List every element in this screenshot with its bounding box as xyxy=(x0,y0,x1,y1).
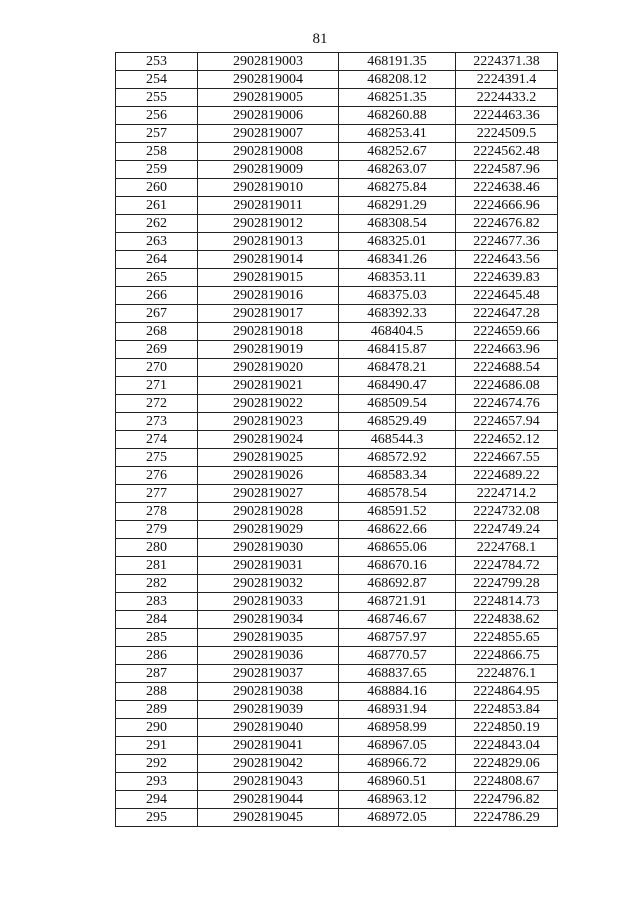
table-row xyxy=(116,737,558,755)
table-row xyxy=(116,431,558,449)
point-id-cell: 2902819030 xyxy=(198,539,339,557)
point-id-cell: 2902819015 xyxy=(198,269,339,287)
point-number-cell: 279 xyxy=(116,521,198,539)
point-number-cell: 288 xyxy=(116,683,198,701)
x-coordinate-cell: 468967.05 xyxy=(339,737,456,755)
y-coordinate-cell: 2224686.08 xyxy=(456,377,558,395)
table-row xyxy=(116,71,558,89)
point-id-cell: 2902819012 xyxy=(198,215,339,233)
point-id-cell: 2902819024 xyxy=(198,431,339,449)
point-id-cell: 2902819021 xyxy=(198,377,339,395)
table-row xyxy=(116,575,558,593)
table-row xyxy=(116,395,558,413)
x-coordinate-cell: 468958.99 xyxy=(339,719,456,737)
y-coordinate-cell: 2224463.36 xyxy=(456,107,558,125)
y-coordinate-cell: 2224732.08 xyxy=(456,503,558,521)
point-number-cell: 273 xyxy=(116,413,198,431)
y-coordinate-cell: 2224796.82 xyxy=(456,791,558,809)
y-coordinate-cell: 2224647.28 xyxy=(456,305,558,323)
point-number-cell: 259 xyxy=(116,161,198,179)
table-row xyxy=(116,809,558,827)
point-id-cell: 2902819039 xyxy=(198,701,339,719)
point-id-cell: 2902819042 xyxy=(198,755,339,773)
x-coordinate-cell: 468490.47 xyxy=(339,377,456,395)
coordinates-table-body xyxy=(116,53,558,827)
y-coordinate-cell: 2224639.83 xyxy=(456,269,558,287)
x-coordinate-cell: 468509.54 xyxy=(339,395,456,413)
point-number-cell: 268 xyxy=(116,323,198,341)
table-row xyxy=(116,107,558,125)
table-row xyxy=(116,305,558,323)
point-id-cell: 2902819029 xyxy=(198,521,339,539)
point-number-cell: 266 xyxy=(116,287,198,305)
y-coordinate-cell: 2224808.67 xyxy=(456,773,558,791)
point-number-cell: 293 xyxy=(116,773,198,791)
y-coordinate-cell: 2224799.28 xyxy=(456,575,558,593)
point-number-cell: 264 xyxy=(116,251,198,269)
y-coordinate-cell: 2224667.55 xyxy=(456,449,558,467)
point-number-cell: 260 xyxy=(116,179,198,197)
table-row xyxy=(116,449,558,467)
x-coordinate-cell: 468325.01 xyxy=(339,233,456,251)
table-row xyxy=(116,539,558,557)
point-number-cell: 263 xyxy=(116,233,198,251)
y-coordinate-cell: 2224391.4 xyxy=(456,71,558,89)
x-coordinate-cell: 468375.03 xyxy=(339,287,456,305)
table-row xyxy=(116,719,558,737)
point-id-cell: 2902819038 xyxy=(198,683,339,701)
point-id-cell: 2902819011 xyxy=(198,197,339,215)
point-number-cell: 282 xyxy=(116,575,198,593)
table-row xyxy=(116,629,558,647)
x-coordinate-cell: 468529.49 xyxy=(339,413,456,431)
point-number-cell: 256 xyxy=(116,107,198,125)
y-coordinate-cell: 2224768.1 xyxy=(456,539,558,557)
point-number-cell: 283 xyxy=(116,593,198,611)
table-row xyxy=(116,53,558,71)
point-number-cell: 286 xyxy=(116,647,198,665)
point-number-cell: 287 xyxy=(116,665,198,683)
y-coordinate-cell: 2224864.95 xyxy=(456,683,558,701)
point-id-cell: 2902819043 xyxy=(198,773,339,791)
point-id-cell: 2902819036 xyxy=(198,647,339,665)
y-coordinate-cell: 2224749.24 xyxy=(456,521,558,539)
x-coordinate-cell: 468478.21 xyxy=(339,359,456,377)
point-id-cell: 2902819041 xyxy=(198,737,339,755)
x-coordinate-cell: 468963.12 xyxy=(339,791,456,809)
y-coordinate-cell: 2224829.06 xyxy=(456,755,558,773)
point-number-cell: 271 xyxy=(116,377,198,395)
point-id-cell: 2902819009 xyxy=(198,161,339,179)
x-coordinate-cell: 468960.51 xyxy=(339,773,456,791)
y-coordinate-cell: 2224638.46 xyxy=(456,179,558,197)
point-id-cell: 2902819022 xyxy=(198,395,339,413)
y-coordinate-cell: 2224853.84 xyxy=(456,701,558,719)
point-number-cell: 284 xyxy=(116,611,198,629)
point-id-cell: 2902819006 xyxy=(198,107,339,125)
x-coordinate-cell: 468578.54 xyxy=(339,485,456,503)
y-coordinate-cell: 2224652.12 xyxy=(456,431,558,449)
point-number-cell: 261 xyxy=(116,197,198,215)
y-coordinate-cell: 2224674.76 xyxy=(456,395,558,413)
y-coordinate-cell: 2224866.75 xyxy=(456,647,558,665)
point-number-cell: 294 xyxy=(116,791,198,809)
x-coordinate-cell: 468931.94 xyxy=(339,701,456,719)
point-number-cell: 292 xyxy=(116,755,198,773)
y-coordinate-cell: 2224677.36 xyxy=(456,233,558,251)
y-coordinate-cell: 2224784.72 xyxy=(456,557,558,575)
point-number-cell: 267 xyxy=(116,305,198,323)
x-coordinate-cell: 468692.87 xyxy=(339,575,456,593)
table-row xyxy=(116,233,558,251)
table-row xyxy=(116,665,558,683)
point-id-cell: 2902819028 xyxy=(198,503,339,521)
table-row xyxy=(116,215,558,233)
point-id-cell: 2902819040 xyxy=(198,719,339,737)
y-coordinate-cell: 2224786.29 xyxy=(456,809,558,827)
table-row xyxy=(116,197,558,215)
table-row xyxy=(116,341,558,359)
y-coordinate-cell: 2224814.73 xyxy=(456,593,558,611)
y-coordinate-cell: 2224659.66 xyxy=(456,323,558,341)
point-number-cell: 280 xyxy=(116,539,198,557)
y-coordinate-cell: 2224663.96 xyxy=(456,341,558,359)
table-row xyxy=(116,701,558,719)
x-coordinate-cell: 468260.88 xyxy=(339,107,456,125)
y-coordinate-cell: 2224587.96 xyxy=(456,161,558,179)
x-coordinate-cell: 468252.67 xyxy=(339,143,456,161)
point-number-cell: 276 xyxy=(116,467,198,485)
y-coordinate-cell: 2224689.22 xyxy=(456,467,558,485)
y-coordinate-cell: 2224645.48 xyxy=(456,287,558,305)
point-number-cell: 291 xyxy=(116,737,198,755)
y-coordinate-cell: 2224657.94 xyxy=(456,413,558,431)
x-coordinate-cell: 468884.16 xyxy=(339,683,456,701)
table-row xyxy=(116,323,558,341)
table-row xyxy=(116,503,558,521)
table-row xyxy=(116,377,558,395)
y-coordinate-cell: 2224643.56 xyxy=(456,251,558,269)
point-id-cell: 2902819019 xyxy=(198,341,339,359)
point-id-cell: 2902819027 xyxy=(198,485,339,503)
table-row xyxy=(116,359,558,377)
coordinates-table xyxy=(115,52,558,827)
x-coordinate-cell: 468404.5 xyxy=(339,323,456,341)
point-number-cell: 295 xyxy=(116,809,198,827)
x-coordinate-cell: 468622.66 xyxy=(339,521,456,539)
table-row xyxy=(116,287,558,305)
table-row xyxy=(116,521,558,539)
point-id-cell: 2902819013 xyxy=(198,233,339,251)
table-row xyxy=(116,125,558,143)
point-number-cell: 281 xyxy=(116,557,198,575)
point-number-cell: 269 xyxy=(116,341,198,359)
point-number-cell: 277 xyxy=(116,485,198,503)
page-number: 81 xyxy=(312,31,328,47)
x-coordinate-cell: 468757.97 xyxy=(339,629,456,647)
y-coordinate-cell: 2224850.19 xyxy=(456,719,558,737)
y-coordinate-cell: 2224371.38 xyxy=(456,53,558,71)
x-coordinate-cell: 468291.29 xyxy=(339,197,456,215)
y-coordinate-cell: 2224714.2 xyxy=(456,485,558,503)
point-id-cell: 2902819023 xyxy=(198,413,339,431)
x-coordinate-cell: 468746.67 xyxy=(339,611,456,629)
table-row xyxy=(116,791,558,809)
point-id-cell: 2902819025 xyxy=(198,449,339,467)
point-number-cell: 278 xyxy=(116,503,198,521)
table-row xyxy=(116,467,558,485)
x-coordinate-cell: 468208.12 xyxy=(339,71,456,89)
point-id-cell: 2902819014 xyxy=(198,251,339,269)
table-row xyxy=(116,611,558,629)
point-number-cell: 285 xyxy=(116,629,198,647)
table-row xyxy=(116,557,558,575)
point-number-cell: 254 xyxy=(116,71,198,89)
point-id-cell: 2902819033 xyxy=(198,593,339,611)
x-coordinate-cell: 468591.52 xyxy=(339,503,456,521)
y-coordinate-cell: 2224688.54 xyxy=(456,359,558,377)
point-number-cell: 289 xyxy=(116,701,198,719)
point-id-cell: 2902819045 xyxy=(198,809,339,827)
x-coordinate-cell: 468583.34 xyxy=(339,467,456,485)
x-coordinate-cell: 468972.05 xyxy=(339,809,456,827)
y-coordinate-cell: 2224433.2 xyxy=(456,89,558,107)
x-coordinate-cell: 468341.26 xyxy=(339,251,456,269)
table-row xyxy=(116,755,558,773)
point-number-cell: 257 xyxy=(116,125,198,143)
table-row xyxy=(116,269,558,287)
point-number-cell: 255 xyxy=(116,89,198,107)
point-number-cell: 275 xyxy=(116,449,198,467)
point-id-cell: 2902819017 xyxy=(198,305,339,323)
point-id-cell: 2902819016 xyxy=(198,287,339,305)
x-coordinate-cell: 468770.57 xyxy=(339,647,456,665)
point-id-cell: 2902819034 xyxy=(198,611,339,629)
point-number-cell: 274 xyxy=(116,431,198,449)
y-coordinate-cell: 2224876.1 xyxy=(456,665,558,683)
x-coordinate-cell: 468837.65 xyxy=(339,665,456,683)
x-coordinate-cell: 468392.33 xyxy=(339,305,456,323)
x-coordinate-cell: 468544.3 xyxy=(339,431,456,449)
table-row xyxy=(116,143,558,161)
table-row xyxy=(116,773,558,791)
y-coordinate-cell: 2224838.62 xyxy=(456,611,558,629)
table-row xyxy=(116,89,558,107)
y-coordinate-cell: 2224509.5 xyxy=(456,125,558,143)
point-number-cell: 272 xyxy=(116,395,198,413)
x-coordinate-cell: 468721.91 xyxy=(339,593,456,611)
x-coordinate-cell: 468415.87 xyxy=(339,341,456,359)
point-id-cell: 2902819037 xyxy=(198,665,339,683)
point-id-cell: 2902819026 xyxy=(198,467,339,485)
table-row xyxy=(116,593,558,611)
point-id-cell: 2902819005 xyxy=(198,89,339,107)
table-row xyxy=(116,683,558,701)
point-id-cell: 2902819003 xyxy=(198,53,339,71)
table-row xyxy=(116,251,558,269)
point-number-cell: 265 xyxy=(116,269,198,287)
point-id-cell: 2902819008 xyxy=(198,143,339,161)
point-number-cell: 270 xyxy=(116,359,198,377)
y-coordinate-cell: 2224666.96 xyxy=(456,197,558,215)
x-coordinate-cell: 468670.16 xyxy=(339,557,456,575)
point-id-cell: 2902819031 xyxy=(198,557,339,575)
point-number-cell: 253 xyxy=(116,53,198,71)
table-row xyxy=(116,161,558,179)
x-coordinate-cell: 468275.84 xyxy=(339,179,456,197)
x-coordinate-cell: 468308.54 xyxy=(339,215,456,233)
point-id-cell: 2902819044 xyxy=(198,791,339,809)
x-coordinate-cell: 468263.07 xyxy=(339,161,456,179)
y-coordinate-cell: 2224855.65 xyxy=(456,629,558,647)
point-id-cell: 2902819020 xyxy=(198,359,339,377)
point-id-cell: 2902819010 xyxy=(198,179,339,197)
point-number-cell: 262 xyxy=(116,215,198,233)
x-coordinate-cell: 468251.35 xyxy=(339,89,456,107)
table-row xyxy=(116,647,558,665)
y-coordinate-cell: 2224676.82 xyxy=(456,215,558,233)
x-coordinate-cell: 468253.41 xyxy=(339,125,456,143)
table-row xyxy=(116,413,558,431)
x-coordinate-cell: 468353.11 xyxy=(339,269,456,287)
point-number-cell: 290 xyxy=(116,719,198,737)
table-row xyxy=(116,485,558,503)
point-id-cell: 2902819018 xyxy=(198,323,339,341)
table-row xyxy=(116,179,558,197)
point-id-cell: 2902819032 xyxy=(198,575,339,593)
point-id-cell: 2902819007 xyxy=(198,125,339,143)
point-number-cell: 258 xyxy=(116,143,198,161)
point-id-cell: 2902819004 xyxy=(198,71,339,89)
x-coordinate-cell: 468655.06 xyxy=(339,539,456,557)
point-id-cell: 2902819035 xyxy=(198,629,339,647)
x-coordinate-cell: 468191.35 xyxy=(339,53,456,71)
x-coordinate-cell: 468966.72 xyxy=(339,755,456,773)
y-coordinate-cell: 2224843.04 xyxy=(456,737,558,755)
x-coordinate-cell: 468572.92 xyxy=(339,449,456,467)
y-coordinate-cell: 2224562.48 xyxy=(456,143,558,161)
